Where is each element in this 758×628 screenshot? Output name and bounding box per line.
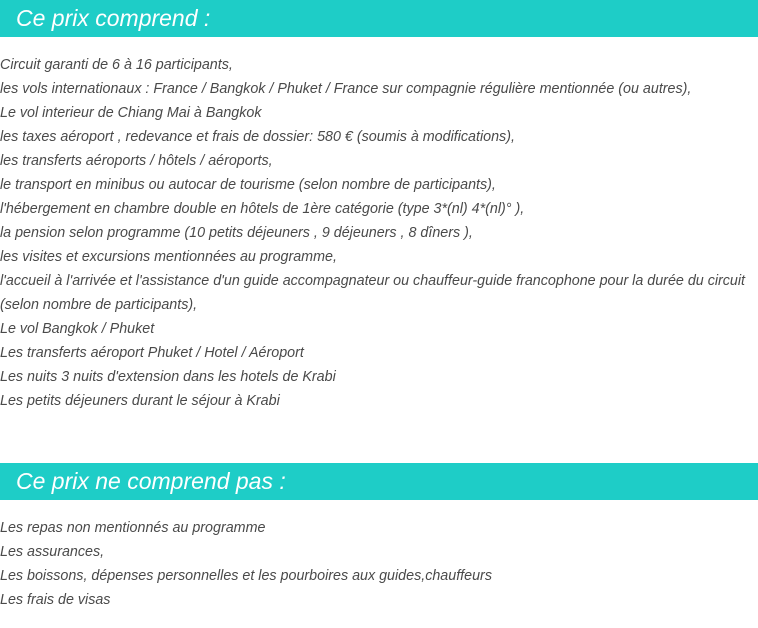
price-excludes-section xyxy=(0,463,758,612)
list-item: Le vol Bangkok / Phuket xyxy=(0,321,155,337)
list-item: Les petits déjeuners durant le séjour à Krabi xyxy=(0,393,280,409)
list-item: Le vol interieur de Chiang Mai à Bangkok xyxy=(0,105,262,121)
list-item: Les transferts aéroport Phuket / Hotel / Aéroport xyxy=(0,345,304,361)
price-excludes-list xyxy=(0,516,758,612)
list-item: Les repas non mentionnés au programme xyxy=(0,520,266,536)
list-item: les transferts aéroports / hôtels / aéroports, xyxy=(0,153,273,169)
list-item: Circuit garanti de 6 à 16 participants, xyxy=(0,57,233,73)
list-item: le transport en minibus ou autocar de tourisme (selon nombre de participants), xyxy=(0,177,496,193)
list-item: l'accueil à l'arrivée et l'assistance d'un guide accompagnateur ou chauffeur-guide francophone pour la durée du circuit xyxy=(0,273,746,289)
list-item: (selon nombre de participants), xyxy=(0,297,198,313)
list-item: les visites et excursions mentionnées au programme, xyxy=(0,249,337,265)
list-item: l'hébergement en chambre double en hôtels de 1ère catégorie (type 3*(nl) 4*(nl)° ), xyxy=(0,201,525,217)
price-includes-list xyxy=(0,53,758,413)
list-item: la pension selon programme (10 petits déjeuners , 9 déjeuners , 8 dîners ), xyxy=(0,225,473,241)
list-item: les taxes aéroport , redevance et frais de dossier: 580 € (soumis à modifications), xyxy=(0,129,515,145)
list-item: Les nuits 3 nuits d'extension dans les hotels de Krabi xyxy=(0,369,336,385)
list-item: Les boissons, dépenses personnelles et les pourboires aux guides,chauffeurs xyxy=(0,568,492,584)
price-includes-title: Ce prix comprend : xyxy=(0,0,758,37)
list-item: Les assurances, xyxy=(0,544,105,560)
list-item: les vols internationaux : France / Bangkok / Phuket / France sur compagnie régulière mentionnée (ou autres), xyxy=(0,81,692,97)
list-item: Les frais de visas xyxy=(0,592,111,608)
price-excludes-title: Ce prix ne comprend pas : xyxy=(0,463,758,500)
